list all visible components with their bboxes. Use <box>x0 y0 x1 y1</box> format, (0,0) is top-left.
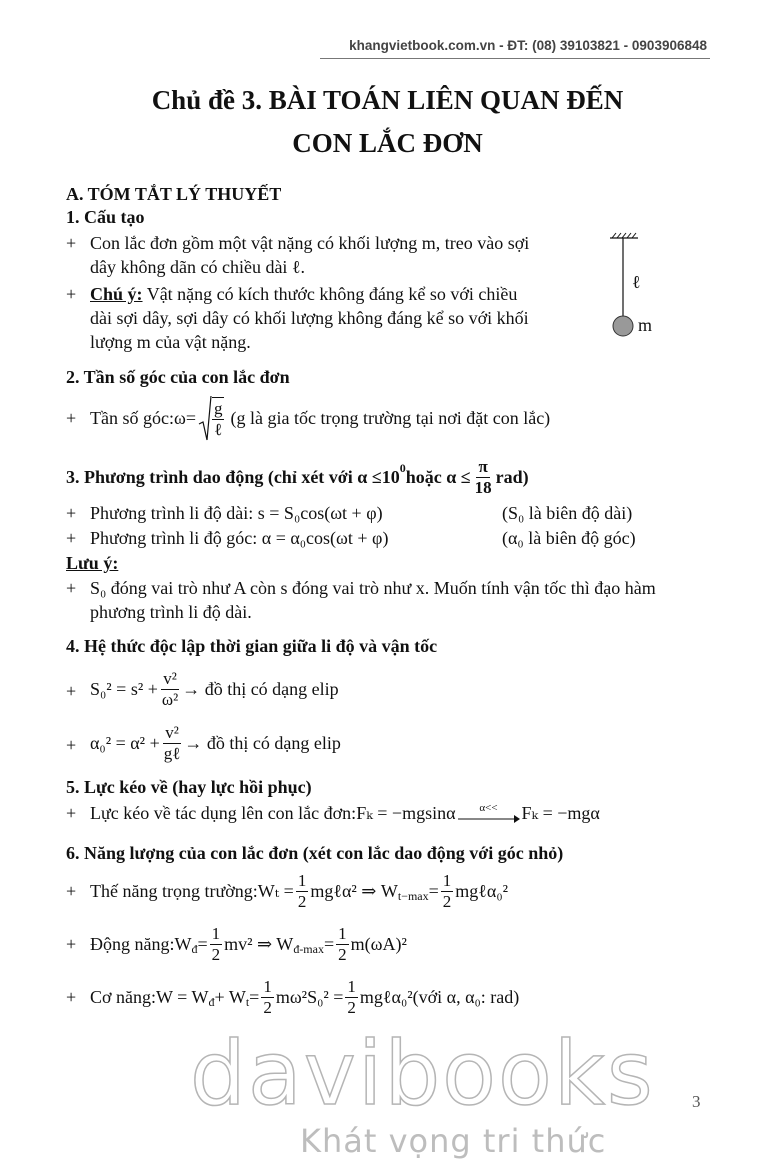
bullet: + <box>66 987 77 1007</box>
s1-item2-line1: Chú ý: Vật nặng có kích thước không đáng kể so với chiều <box>90 284 518 304</box>
chapter-title-line1: Chủ đề 3. BÀI TOÁN LIÊN QUAN ĐẾN <box>151 85 624 115</box>
s3-line1: Phương trình li độ dài: s = S₀cos(ωt + φ) <box>90 503 383 523</box>
s1-item2-line3: lượng m của vật nặng. <box>90 332 251 352</box>
s4-formula2: α₀² = α² + $\frac{\text{v²}}{\text{gℓ}}$ → đồ thị có dạng elip <box>90 722 341 763</box>
fig-length-label: ℓ <box>632 272 641 292</box>
fig-mass-label: m <box>638 315 653 335</box>
pendulum-bob <box>613 316 633 336</box>
page-header: khangvietbook.com.vn - ĐT: (08) 39103821 - 0903906848 <box>349 38 707 53</box>
s4-formula1: S₀² = s² + $\frac{\text{v²}}{\text{ω²}}$ → đồ thị có dạng elip <box>90 668 339 709</box>
s3-line2-note: (α₀ là biên độ góc) <box>502 528 636 548</box>
bullet: + <box>66 881 77 901</box>
s1-item2-line2: dài sợi dây, sợi dây có khối lượng không đáng kể so với khối <box>90 308 529 328</box>
s6-potential-energy: Thế năng trọng trường: Wₜ = $\frac{1}{2}$ mgℓα² ⇒ W $_{t-max}$ = $\frac{1}{2}$ mgℓα₀² <box>90 870 509 911</box>
s5-formula: Lực kéo về tác dụng lên con lắc đơn: Fₖ = −mgsinα α<< Fₖ = −mgα <box>90 802 600 823</box>
note-label: Chú ý: <box>90 284 143 304</box>
bullet: + <box>66 681 77 701</box>
s1-item1-line2: dây không dãn có chiều dài ℓ. <box>90 257 306 277</box>
s2-title: 2. Tần số góc của con lắc đơn <box>66 367 290 387</box>
bullet: + <box>66 735 77 755</box>
s2-formula: Tần số góc: ω= $\frac{g}{\text{ℓ}}$ (g là gia tốc trọng trường tại nơi đặt con lắc) <box>90 394 550 442</box>
bullet: + <box>66 528 77 548</box>
page-number: 3 <box>692 1092 701 1111</box>
s5-title: 5. Lực kéo về (hay lực hồi phục) <box>66 777 312 797</box>
section-a-title: A. TÓM TẮT LÝ THUYẾT <box>66 184 282 204</box>
bullet: + <box>66 233 77 253</box>
bullet: + <box>66 503 77 523</box>
bullet: + <box>66 803 77 823</box>
bullet: + <box>66 284 77 304</box>
s4-title: 4. Hệ thức độc lập thời gian giữa li độ và vận tốc <box>66 636 438 656</box>
s6-title: 6. Năng lượng của con lắc đơn (xét con lắc dao động với góc nhỏ) <box>66 843 564 863</box>
luu-y-label: Lưu ý: <box>66 553 119 573</box>
sqrt-sign <box>198 394 212 442</box>
s3-note-line2: phương trình li độ dài. <box>90 602 252 622</box>
s3-note-line1: S₀ đóng vai trò như A còn s đóng vai trò như x. Muốn tính vận tốc thì đạo hàm <box>90 578 656 598</box>
watermark-brand: davibooks <box>190 1022 655 1125</box>
bullet: + <box>66 408 77 428</box>
header-rule <box>320 58 710 59</box>
s1-title: 1. Cấu tạo <box>66 207 145 227</box>
approx-arrow: α<< <box>458 803 520 824</box>
s3-title: 3. Phương trình dao động (chỉ xét với α ≤10 $^0$ hoặc α ≤ $\frac{\pi}{18}$ rad) <box>66 456 529 497</box>
s1-item1-line1: Con lắc đơn gồm một vật nặng có khối lượng m, treo vào sợi <box>90 233 530 253</box>
bullet: + <box>66 934 77 954</box>
bullet: + <box>66 578 77 598</box>
chapter-title-line2: CON LẮC ĐƠN <box>292 128 483 158</box>
s3-line2: Phương trình li độ góc: α = α₀cos(ωt + φ) <box>90 528 389 548</box>
s3-line1-note: (S₀ là biên độ dài) <box>502 503 633 523</box>
s6-mechanical-energy: Cơ năng: W = W $_đ$ + W $_t$ = $\frac{1}{2}$ mω²S₀² = $\frac{1}{2}$ mgℓα₀² (với α, α₀: rad) <box>90 976 520 1017</box>
watermark-tagline: Khát vọng tri thức <box>300 1122 607 1160</box>
sqrt-fraction: $\frac{g}{\text{ℓ}}$ <box>213 398 223 439</box>
s6-kinetic-energy: Động năng: W $_đ$ = $\frac{1}{2}$ mv² ⇒ W $_{đ-max}$ = $\frac{1}{2}$ m(ωA)² <box>90 923 407 964</box>
